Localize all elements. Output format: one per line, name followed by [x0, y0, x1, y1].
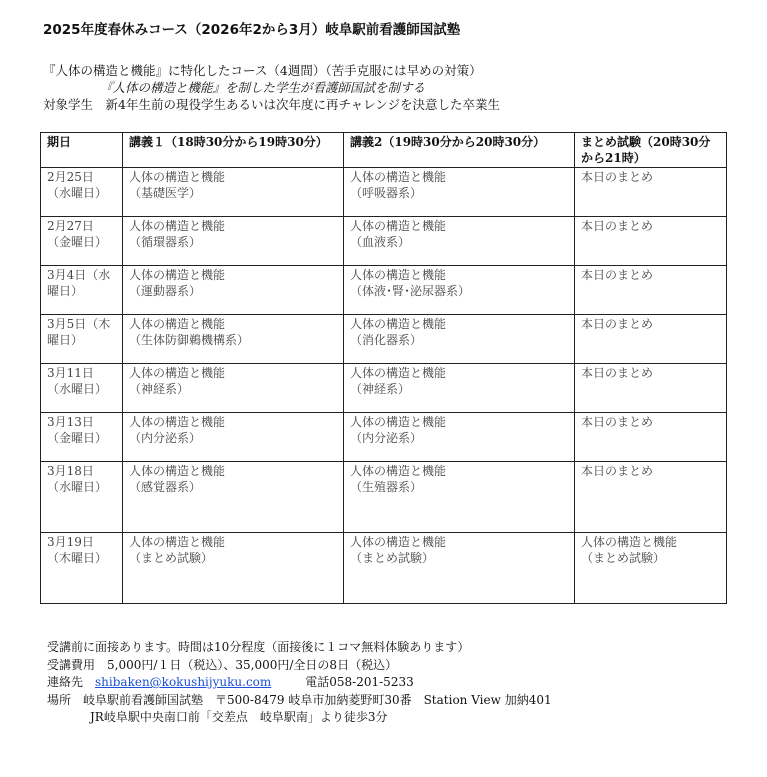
cell-lecture-2-line: （神経系）	[350, 382, 411, 396]
contact-label: 連絡先	[47, 675, 96, 689]
footer-location: 場所 岐阜駅前看護師国試塾 〒500-8479 岐阜市加納菱野町30番 Station View 加納401	[47, 692, 552, 707]
cell-lecture-1-line: 人体の構造と機能	[129, 415, 226, 429]
intro-block	[43, 62, 500, 113]
cell-lecture-2-line: 人体の構造と機能	[350, 366, 447, 380]
cell-lecture-1-line: （基礎医学）	[129, 186, 202, 200]
cell-date	[41, 533, 123, 604]
cell-date	[41, 462, 123, 533]
cell-date-line: 2月25日	[47, 170, 94, 184]
cell-lecture-2	[344, 217, 575, 266]
cell-lecture-2-line: （呼吸器系）	[350, 186, 423, 200]
cell-date-line: （金曜日）	[47, 431, 108, 445]
header-lecture-1: 講義１（18時30分から19時30分）	[123, 133, 344, 168]
cell-lecture-1-line: 人体の構造と機能	[129, 535, 226, 549]
cell-summary	[575, 315, 727, 364]
table-row	[41, 168, 727, 217]
footer-info	[47, 639, 552, 727]
cell-lecture-2	[344, 168, 575, 217]
cell-date	[41, 364, 123, 413]
header-summary-exam: まとめ試験（20時30分から21時）	[575, 133, 727, 168]
cell-lecture-1-line: （感覚器系）	[129, 480, 202, 494]
header-lecture-2: 講義2（19時30分から20時30分）	[344, 133, 575, 168]
table-row	[41, 462, 727, 533]
cell-summary-line: 本日のまとめ	[581, 219, 654, 233]
cell-lecture-1-line: 人体の構造と機能	[129, 317, 226, 331]
cell-summary-line: （まとめ試験）	[581, 551, 666, 565]
cell-lecture-2-line: 人体の構造と機能	[350, 268, 447, 282]
cell-date	[41, 413, 123, 462]
cell-summary	[575, 413, 727, 462]
cell-date-line: 3月4日（水	[47, 268, 111, 282]
footer-interview-note: 受講前に面接あります。時間は10分程度（面接後に１コマ無料体験あります）	[47, 640, 470, 654]
cell-lecture-2	[344, 462, 575, 533]
cell-summary	[575, 168, 727, 217]
cell-date-line: （木曜日）	[47, 551, 108, 565]
cell-date-line: 3月19日	[47, 535, 94, 549]
cell-lecture-1-line: 人体の構造と機能	[129, 366, 226, 380]
cell-summary-line: 本日のまとめ	[581, 366, 654, 380]
cell-lecture-2	[344, 533, 575, 604]
table-header-row	[41, 133, 727, 168]
cell-lecture-1	[123, 217, 344, 266]
cell-summary-line: 本日のまとめ	[581, 415, 654, 429]
cell-lecture-1	[123, 168, 344, 217]
cell-lecture-1-line: （運動器系）	[129, 284, 202, 298]
cell-lecture-1-line: 人体の構造と機能	[129, 464, 226, 478]
page-title: 2025年度春休みコース（2026年2から3月）岐阜駅前看護師国試塾	[43, 22, 461, 38]
cell-lecture-2-line: 人体の構造と機能	[350, 535, 447, 549]
cell-date-line: 2月27日	[47, 219, 94, 233]
table-row	[41, 217, 727, 266]
table-row	[41, 413, 727, 462]
footer-directions: JR岐阜駅中央南口前「交差点 岐阜駅南」より徒歩3分	[90, 710, 388, 724]
cell-summary	[575, 533, 727, 604]
cell-lecture-2	[344, 364, 575, 413]
cell-lecture-2	[344, 315, 575, 364]
cell-lecture-1	[123, 266, 344, 315]
intro-line-1: 『人体の構造と機能』に特化したコース（4週間）（苦手克服には早めの対策）	[43, 63, 482, 78]
cell-date-line: 3月5日（木	[47, 317, 111, 331]
cell-lecture-2-line: （消化器系）	[350, 333, 423, 347]
table-row	[41, 533, 727, 604]
cell-lecture-2-line: （まとめ試験）	[350, 551, 435, 565]
cell-summary	[575, 266, 727, 315]
cell-date-line: 3月18日	[47, 464, 94, 478]
cell-lecture-1-line: （内分泌系）	[129, 431, 202, 445]
cell-date-line: （水曜日）	[47, 480, 108, 494]
cell-lecture-1	[123, 364, 344, 413]
cell-date-line: 3月13日	[47, 415, 94, 429]
cell-lecture-2	[344, 413, 575, 462]
intro-line-3: 対象学生 新4年生前の現役学生あるいは次年度に再チャレンジを決意した卒業生	[43, 97, 500, 112]
cell-date	[41, 266, 123, 315]
cell-lecture-2-line: （生殖器系）	[350, 480, 423, 494]
cell-date-line: 曜日）	[47, 284, 84, 298]
cell-lecture-1	[123, 315, 344, 364]
cell-summary	[575, 364, 727, 413]
cell-lecture-2-line: 人体の構造と機能	[350, 464, 447, 478]
cell-date-line: （水曜日）	[47, 186, 108, 200]
cell-lecture-1	[123, 533, 344, 604]
cell-date	[41, 315, 123, 364]
cell-date-line: 3月11日	[47, 366, 94, 380]
table-row	[41, 364, 727, 413]
cell-lecture-1	[123, 413, 344, 462]
footer-fee: 受講費用 5,000円/１日（税込）、35,000円/全日の8日（税込）	[47, 657, 398, 672]
cell-date	[41, 168, 123, 217]
cell-date-line: 曜日）	[47, 333, 84, 347]
cell-date-line: （金曜日）	[47, 235, 108, 249]
table-row	[41, 266, 727, 315]
cell-lecture-1-line: （神経系）	[129, 382, 190, 396]
cell-summary-line: 本日のまとめ	[581, 464, 654, 478]
cell-lecture-2-line: （血液系）	[350, 235, 411, 249]
cell-lecture-2	[344, 266, 575, 315]
cell-lecture-2-line: （内分泌系）	[350, 431, 423, 445]
cell-summary-line: 人体の構造と機能	[581, 535, 678, 549]
schedule-table	[40, 132, 727, 604]
header-date: 期日	[41, 133, 123, 168]
cell-lecture-1	[123, 462, 344, 533]
cell-summary-line: 本日のまとめ	[581, 317, 654, 331]
cell-date-line: （水曜日）	[47, 382, 108, 396]
cell-summary	[575, 462, 727, 533]
cell-summary-line: 本日のまとめ	[581, 268, 654, 282]
cell-date	[41, 217, 123, 266]
cell-lecture-2-line: 人体の構造と機能	[350, 170, 447, 184]
cell-lecture-1-line: （生体防御鵜機構系）	[129, 333, 250, 347]
cell-lecture-2-line: 人体の構造と機能	[350, 317, 447, 331]
cell-summary-line: 本日のまとめ	[581, 170, 654, 184]
email-link[interactable]: shibaken@kokushijyuku.com	[95, 675, 272, 689]
footer-contact	[47, 674, 552, 692]
cell-lecture-1-line: （循環器系）	[129, 235, 202, 249]
intro-line-2: 『人体の構造と機能』を制した学生が看護師国試を制する	[100, 80, 426, 95]
cell-lecture-1-line: （まとめ試験）	[129, 551, 214, 565]
table-row	[41, 315, 727, 364]
cell-lecture-2-line: （体液･腎･泌尿器系）	[350, 284, 471, 298]
cell-lecture-1-line: 人体の構造と機能	[129, 219, 226, 233]
cell-lecture-2-line: 人体の構造と機能	[350, 219, 447, 233]
cell-lecture-2-line: 人体の構造と機能	[350, 415, 447, 429]
cell-lecture-1-line: 人体の構造と機能	[129, 268, 226, 282]
cell-lecture-1-line: 人体の構造と機能	[129, 170, 226, 184]
cell-summary	[575, 217, 727, 266]
phone-number: 電話058-201-5233	[305, 675, 414, 689]
